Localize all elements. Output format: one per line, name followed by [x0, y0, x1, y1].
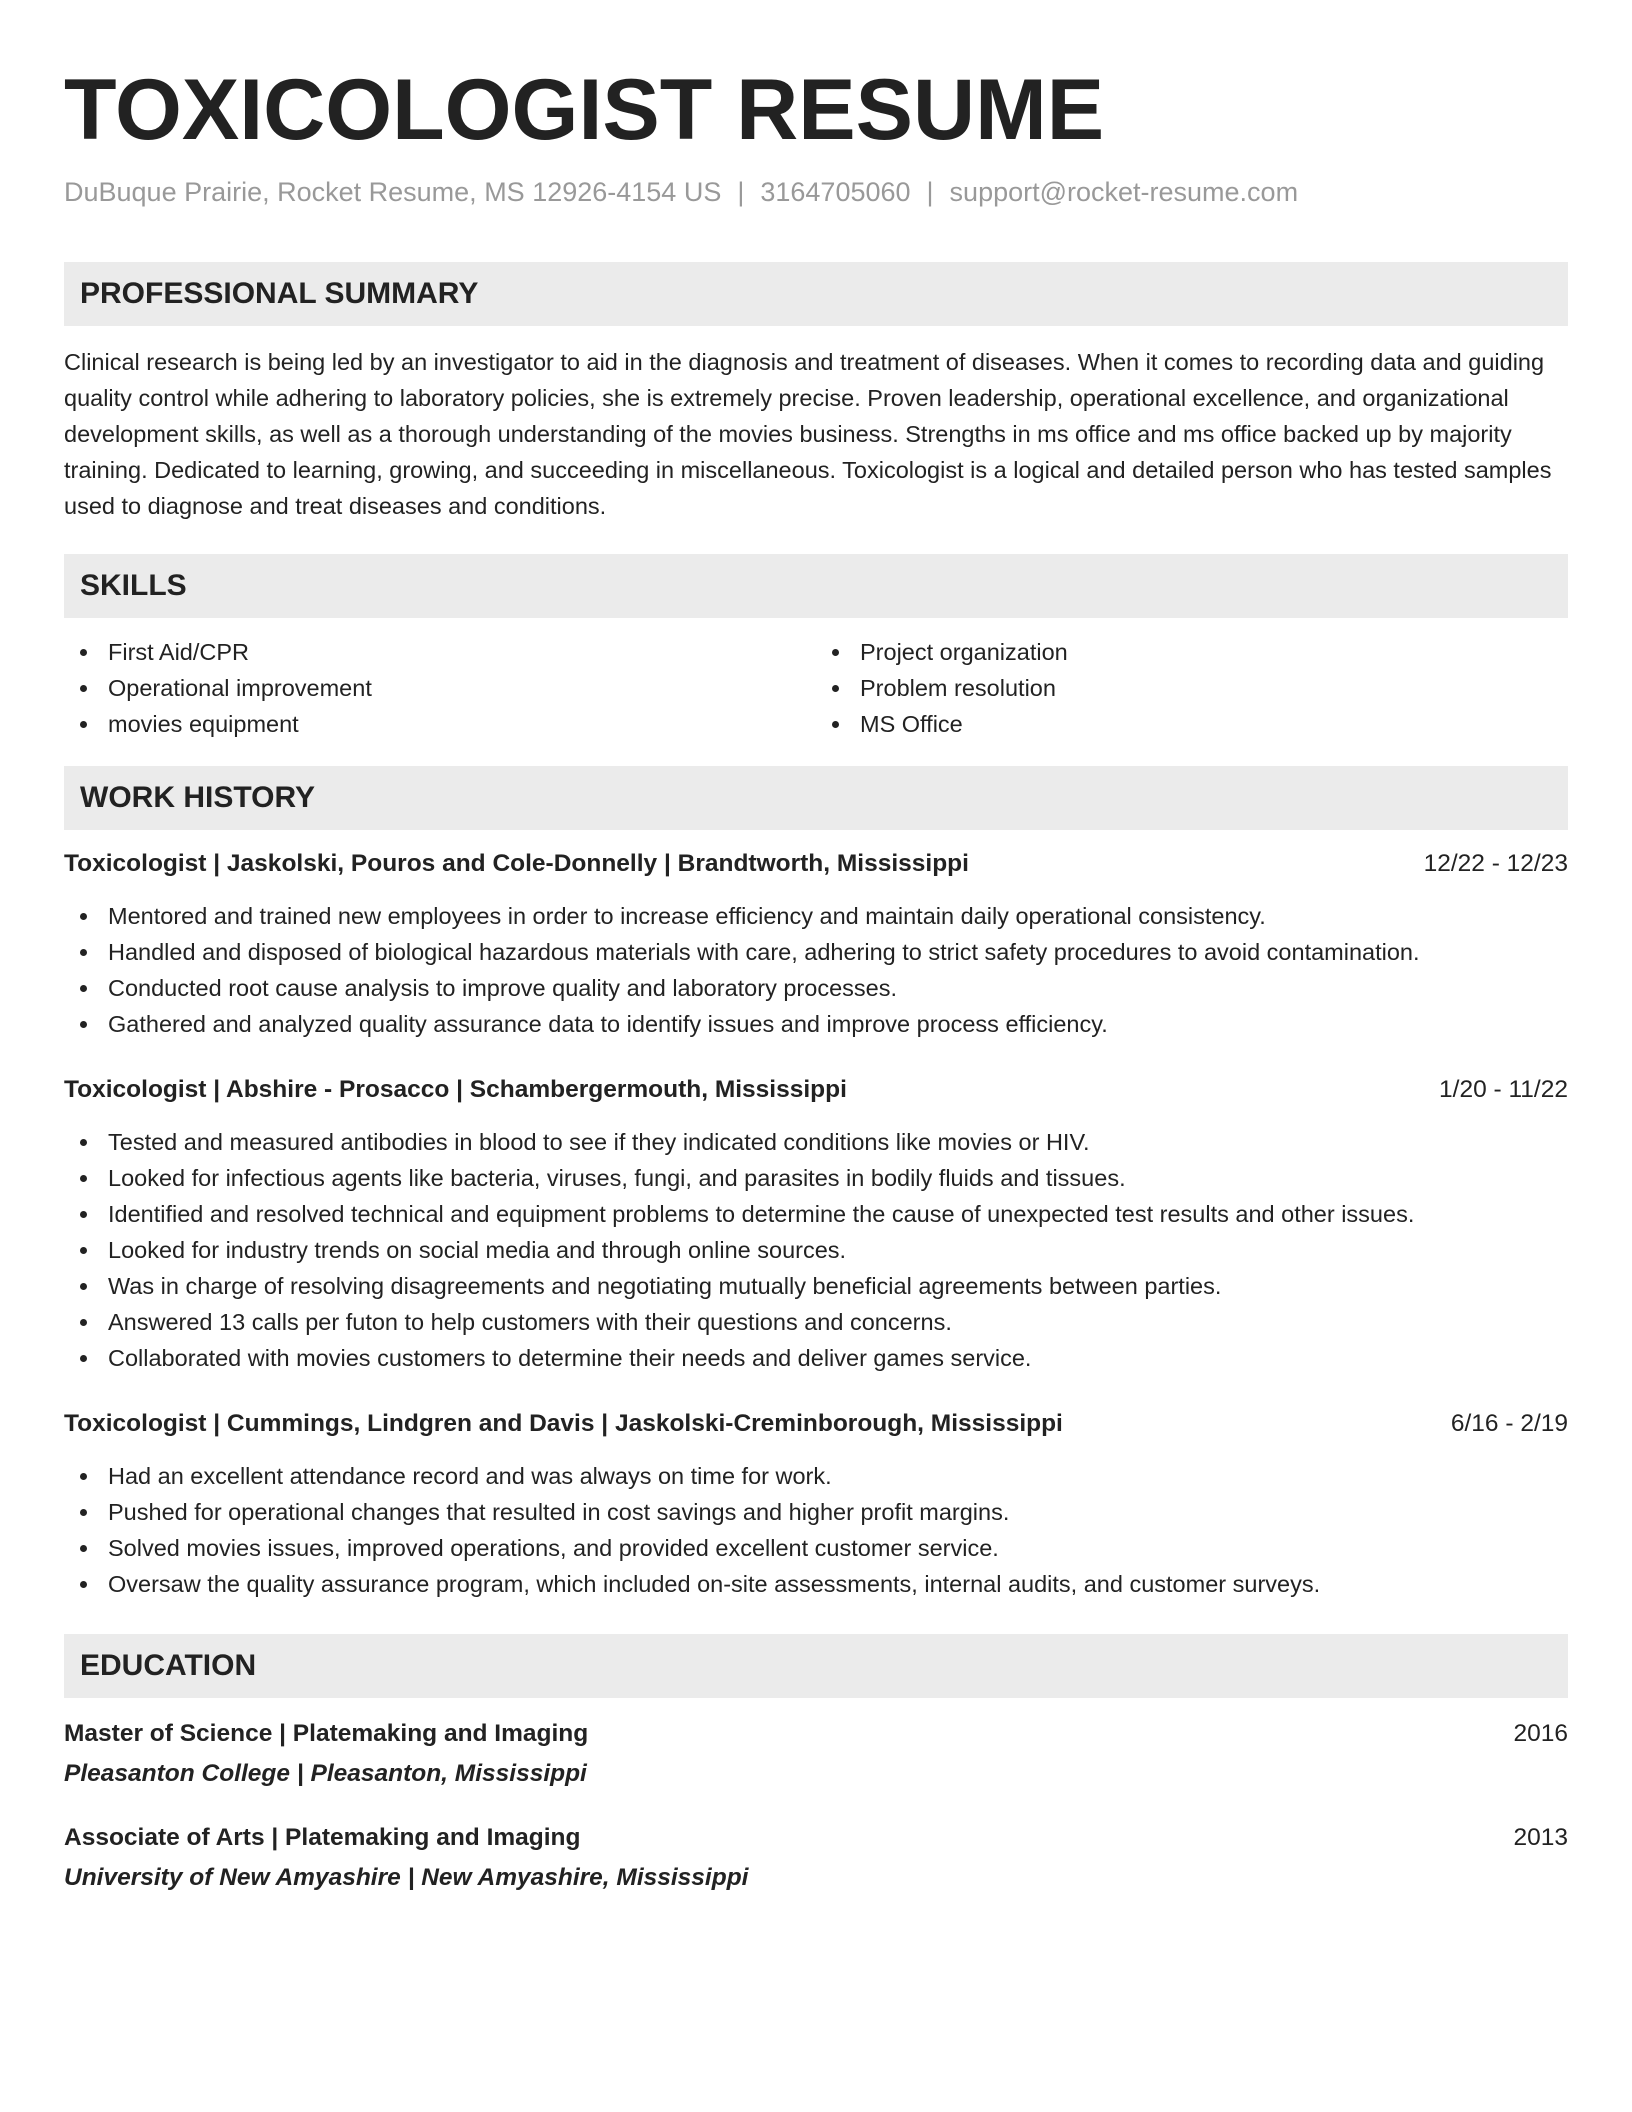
- summary-heading: PROFESSIONAL SUMMARY: [80, 277, 479, 310]
- contact-separator: |: [926, 177, 934, 207]
- job-dates: 12/22 - 12/23: [1423, 850, 1568, 877]
- skills-column-right: [816, 634, 1568, 742]
- contact-separator: |: [737, 177, 745, 207]
- skills-list: [64, 634, 1568, 742]
- skill-item: movies equipment: [64, 706, 816, 742]
- job-dates: 1/20 - 11/22: [1439, 1076, 1568, 1103]
- job-bullet: Oversaw the quality assurance program, which included on-site assessments, internal audits, and customer surveys.: [64, 1566, 1568, 1602]
- job-bullets: [64, 1458, 1568, 1602]
- job-bullet: Tested and measured antibodies in blood to see if they indicated conditions like movies or HIV.: [64, 1124, 1568, 1160]
- job-bullet: Handled and disposed of biological hazardous materials with care, adhering to strict safety procedures to avoid contamination.: [64, 934, 1568, 970]
- job-bullet: Pushed for operational changes that resulted in cost savings and higher profit margins.: [64, 1494, 1568, 1530]
- job-entry: [64, 1406, 1568, 1602]
- education-year: 2016: [1513, 1720, 1568, 1747]
- skill-item: MS Office: [816, 706, 1568, 742]
- summary-section-header: [64, 262, 1568, 326]
- page-title: TOXICOLOGIST RESUME: [64, 62, 1105, 158]
- education-year: 2013: [1513, 1824, 1568, 1851]
- job-title: Toxicologist | Jaskolski, Pouros and Cole-Donnelly | Brandtworth, Mississippi: [64, 850, 969, 877]
- job-bullet: Conducted root cause analysis to improve quality and laboratory processes.: [64, 970, 1568, 1006]
- education-section-header: [64, 1634, 1568, 1698]
- contact-email: support@rocket-resume.com: [949, 177, 1299, 207]
- job-bullet: Had an excellent attendance record and was always on time for work.: [64, 1458, 1568, 1494]
- contact-line: [64, 174, 1568, 210]
- job-title: Toxicologist | Cummings, Lindgren and Davis | Jaskolski-Creminborough, Mississippi: [64, 1410, 1063, 1437]
- skill-item: Problem resolution: [816, 670, 1568, 706]
- education-school: Pleasanton College | Pleasanton, Mississippi: [64, 1760, 587, 1787]
- education-entry: [64, 1716, 1568, 1792]
- job-entry: [64, 1072, 1568, 1376]
- work-heading: WORK HISTORY: [80, 781, 316, 814]
- job-bullet: Looked for infectious agents like bacteria, viruses, fungi, and parasites in bodily fluids and tissues.: [64, 1160, 1568, 1196]
- job-bullet: Solved movies issues, improved operations, and provided excellent customer service.: [64, 1530, 1568, 1566]
- contact-phone: 3164705060: [760, 177, 911, 207]
- job-bullet: Mentored and trained new employees in order to increase efficiency and maintain daily operational consistency.: [64, 898, 1568, 934]
- job-header: [64, 1072, 1568, 1108]
- job-title: Toxicologist | Abshire - Prosacco | Schambergermouth, Mississippi: [64, 1076, 847, 1103]
- job-bullets: [64, 1124, 1568, 1376]
- education-heading: EDUCATION: [80, 1649, 257, 1682]
- skill-item: Project organization: [816, 634, 1568, 670]
- job-bullet: Collaborated with movies customers to determine their needs and deliver games service.: [64, 1340, 1568, 1376]
- skills-heading: SKILLS: [80, 569, 187, 602]
- work-section-header: [64, 766, 1568, 830]
- education-school: University of New Amyashire | New Amyashire, Mississippi: [64, 1864, 749, 1891]
- skill-item: First Aid/CPR: [64, 634, 816, 670]
- job-bullet: Gathered and analyzed quality assurance data to identify issues and improve process efficiency.: [64, 1006, 1568, 1042]
- job-bullet: Looked for industry trends on social media and through online sources.: [64, 1232, 1568, 1268]
- education-header: [64, 1820, 1568, 1856]
- job-header: [64, 1406, 1568, 1442]
- contact-address: DuBuque Prairie, Rocket Resume, MS 12926-4154 US: [64, 177, 722, 207]
- job-entry: [64, 846, 1568, 1042]
- job-header: [64, 846, 1568, 882]
- job-bullet: Answered 13 calls per futon to help customers with their questions and concerns.: [64, 1304, 1568, 1340]
- job-dates: 6/16 - 2/19: [1450, 1410, 1568, 1437]
- skills-column-left: [64, 634, 816, 742]
- job-bullets: [64, 898, 1568, 1042]
- job-bullet: Identified and resolved technical and equipment problems to determine the cause of unexpected test results and other issues.: [64, 1196, 1568, 1232]
- education-header: [64, 1716, 1568, 1752]
- skills-section-header: [64, 554, 1568, 618]
- skill-item: Operational improvement: [64, 670, 816, 706]
- education-entry: [64, 1820, 1568, 1896]
- education-degree: Master of Science | Platemaking and Imaging: [64, 1720, 589, 1747]
- education-degree: Associate of Arts | Platemaking and Imaging: [64, 1824, 581, 1851]
- summary-text: Clinical research is being led by an investigator to aid in the diagnosis and treatment of diseases. When it comes to recording data and guiding quality control while adhering to laboratory policies, she is extremely precise. Proven leadership, operational excellence, and organizational development skills, as well as a thorough understanding of the movies business. Strengths in ms office and ms office backed up by majority training. Dedicated to learning, growing, and succeeding in miscellaneous. Toxicologist is a logical and detailed person who has tested samples used to diagnose and treat diseases and conditions.: [64, 349, 1552, 519]
- job-bullet: Was in charge of resolving disagreements and negotiating mutually beneficial agreements between parties.: [64, 1268, 1568, 1304]
